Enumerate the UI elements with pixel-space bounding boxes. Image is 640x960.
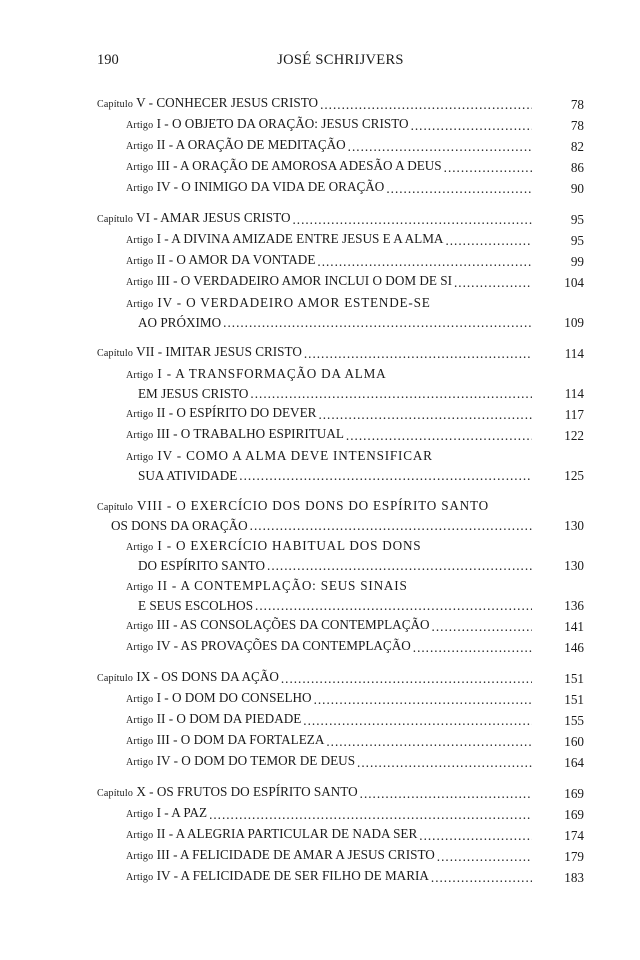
- toc-entry-text: [97, 92, 318, 115]
- toc-entry-title-continued: EM JESUS CRISTO: [138, 386, 249, 401]
- toc-entry-title: IV - AS PROVAÇÕES DA CONTEMPLAÇÃO: [153, 638, 411, 653]
- toc-entry-title: I - A PAZ: [153, 805, 208, 820]
- toc-page-number: 169: [564, 786, 584, 801]
- toc-entry-text: [97, 341, 302, 364]
- toc-page-number: 130: [564, 518, 584, 533]
- toc-entry-text: [126, 155, 442, 178]
- toc-entry-label: [126, 844, 534, 867]
- toc-entry-prefix: Artigo: [126, 809, 154, 820]
- toc-entry-label: [126, 423, 534, 446]
- dot-leader: [267, 555, 532, 576]
- toc-entry-title: III - O VERDADEIRO AMOR INCLUI O DOM DE SI: [153, 273, 452, 288]
- toc-entry-label: [126, 176, 534, 199]
- toc-chapter: [97, 209, 584, 333]
- toc-entry-label: [97, 341, 534, 364]
- toc-entry-title: IV - O VERDADEIRO AMOR ESTENDE-SE: [153, 295, 431, 310]
- toc-entry-title: III - A FELICIDADE DE AMAR A JESUS CRISTO: [153, 847, 435, 862]
- toc-entry-line: [126, 364, 584, 383]
- toc-entry-text: [126, 865, 429, 888]
- toc-entry-prefix: Capítulo: [97, 99, 134, 110]
- dot-leader: [444, 157, 532, 178]
- toc-entry-prefix: Artigo: [126, 736, 154, 747]
- toc-entry-title: II - A CONTEMPLAÇÃO: SEUS SINAIS: [153, 578, 408, 593]
- toc-entry-row: [126, 465, 584, 486]
- toc-page-number: 130: [564, 558, 584, 573]
- toc-entry-title: I - O EXERCÍCIO HABITUAL DOS DONS: [153, 538, 422, 553]
- toc-article: [97, 251, 584, 272]
- toc-entry-title: IV - A FELICIDADE DE SER FILHO DE MARIA: [153, 868, 429, 883]
- toc-entry-label: [126, 249, 534, 272]
- toc-entry-row: [126, 312, 584, 333]
- dot-leader: [348, 136, 532, 157]
- toc-chapter: [97, 783, 584, 888]
- toc-entry-prefix: Artigo: [126, 120, 154, 131]
- toc-entry-prefix: Artigo: [126, 183, 154, 194]
- dot-leader: [431, 867, 532, 888]
- toc-page-number: 174: [564, 828, 584, 843]
- dot-leader: [357, 752, 532, 773]
- toc-chapter-heading: [97, 209, 584, 230]
- toc-entry-row: [126, 383, 584, 404]
- toc-entry-title: II - O DOM DA PIEDADE: [153, 711, 302, 726]
- toc-entry-label: [126, 402, 534, 425]
- toc-entry-label: [138, 555, 534, 576]
- toc-entry-prefix: Artigo: [126, 715, 154, 726]
- toc-entry-text: [126, 176, 384, 199]
- toc-entry-title: X - OS FRUTOS DO ESPÍRITO SANTO: [133, 784, 358, 799]
- dot-leader: [346, 425, 532, 446]
- dot-leader: [411, 115, 532, 136]
- dot-leader: [292, 209, 532, 230]
- dot-leader: [250, 383, 532, 404]
- dot-leader: [320, 94, 532, 115]
- dot-leader: [318, 404, 532, 425]
- dot-leader: [281, 668, 532, 689]
- toc-page-number: 114: [564, 346, 584, 361]
- toc-article: [97, 115, 584, 136]
- toc-entry-label: [126, 134, 534, 157]
- dot-leader: [304, 343, 532, 364]
- dot-leader: [317, 251, 532, 272]
- toc-entry-text: [126, 134, 346, 157]
- toc-entry-label: [97, 92, 534, 115]
- toc-article: [97, 446, 584, 486]
- toc-page-number: 114: [564, 386, 584, 401]
- toc-entry-prefix: Artigo: [126, 452, 154, 463]
- toc-entry-label: [126, 228, 534, 251]
- toc-entry-label: [138, 383, 534, 404]
- toc-entry-title: III - AS CONSOLAÇÕES DA CONTEMPLAÇÃO: [153, 617, 430, 632]
- page-header: [97, 52, 584, 72]
- toc-entry-text: [97, 666, 279, 689]
- toc-article: [97, 536, 584, 576]
- dot-leader: [209, 804, 532, 825]
- toc-entry-prefix: Capítulo: [97, 348, 134, 359]
- toc-entry-title: VIII - O EXERCÍCIO DOS DONS DO ESPÍRITO SANTO: [133, 498, 489, 513]
- toc-page-number: 160: [564, 734, 584, 749]
- toc-entry-line: [126, 293, 584, 312]
- dot-leader: [445, 230, 532, 251]
- dot-leader: [454, 272, 532, 293]
- toc-entry-title: VII - IMITAR JESUS CRISTO: [133, 344, 302, 359]
- toc-article: [97, 404, 584, 425]
- dot-leader: [437, 846, 532, 867]
- toc-entry-label: [138, 595, 534, 616]
- toc-entry-prefix: Artigo: [126, 542, 154, 553]
- toc-entry-label: [97, 207, 534, 230]
- toc-page-number: 151: [564, 692, 584, 707]
- dot-leader: [326, 731, 532, 752]
- toc-entry-title: V - CONHECER JESUS CRISTO: [133, 95, 319, 110]
- toc-entry-text: [126, 423, 344, 446]
- toc-entry-row: [126, 595, 584, 616]
- toc-article: [97, 867, 584, 888]
- toc-article: [97, 846, 584, 867]
- toc-entry-title: III - A ORAÇÃO DE AMOROSA ADESÃO A DEUS: [153, 158, 442, 173]
- toc-article: [97, 576, 584, 616]
- toc-entry-prefix: Artigo: [126, 642, 154, 653]
- toc-page-number: 122: [564, 428, 584, 443]
- toc-entry-prefix: Artigo: [126, 694, 154, 705]
- toc-article: [97, 425, 584, 446]
- table-of-contents: [97, 94, 584, 898]
- toc-entry-label: [126, 802, 534, 825]
- toc-entry-text: [126, 614, 430, 637]
- toc-page-number: 90: [570, 181, 584, 196]
- toc-entry-label: [97, 666, 534, 689]
- toc-entry-label: [126, 750, 534, 773]
- toc-page-number: 99: [570, 254, 584, 269]
- toc-article: [97, 637, 584, 658]
- toc-page-number: 164: [564, 755, 584, 770]
- toc-article: [97, 136, 584, 157]
- toc-entry-text: [126, 113, 409, 136]
- dot-leader: [386, 178, 532, 199]
- toc-entry-label: [138, 465, 534, 486]
- toc-page-number: 78: [570, 118, 584, 133]
- toc-entry-text: [126, 729, 324, 752]
- toc-article: [97, 272, 584, 293]
- toc-entry-text: [126, 402, 316, 425]
- toc-entry-title: I - A DIVINA AMIZADE ENTRE JESUS E A ALMA: [153, 231, 444, 246]
- toc-entry-text: [126, 844, 435, 867]
- toc-entry-prefix: Capítulo: [97, 673, 134, 684]
- dot-leader: [413, 637, 532, 658]
- toc-entry-title: IV - COMO A ALMA DEVE INTENSIFICAR: [153, 448, 433, 463]
- dot-leader: [223, 312, 532, 333]
- toc-article: [97, 731, 584, 752]
- toc-entry-prefix: Artigo: [126, 141, 154, 152]
- toc-entry-title: III - O TRABALHO ESPIRITUAL: [153, 426, 344, 441]
- toc-entry-label: [126, 729, 534, 752]
- toc-page-number: 86: [570, 160, 584, 175]
- toc-page-number: 183: [564, 870, 584, 885]
- toc-entry-title: II - A ORAÇÃO DE MEDITAÇÃO: [153, 137, 346, 152]
- running-head: JOSÉ SCHRIJVERS: [277, 52, 404, 68]
- toc-entry-title: IX - OS DONS DA AÇÃO: [133, 669, 279, 684]
- toc-page-number: 179: [564, 849, 584, 864]
- toc-article: [97, 157, 584, 178]
- toc-entry-label: [126, 708, 534, 731]
- toc-entry-title: I - A TRANSFORMAÇÃO DA ALMA: [153, 366, 387, 381]
- toc-page-number: 95: [570, 212, 584, 227]
- toc-chapter-heading: [97, 94, 584, 115]
- toc-entry-line: [126, 446, 584, 465]
- toc-entry-label: [126, 823, 534, 846]
- toc-entry-prefix: Capítulo: [97, 788, 134, 799]
- toc-entry-text: [126, 750, 355, 773]
- toc-entry-label: [126, 270, 534, 293]
- toc-entry-prefix: Artigo: [126, 409, 154, 420]
- toc-entry-text: [126, 687, 312, 710]
- toc-page-number: 78: [570, 97, 584, 112]
- toc-entry-text: [126, 270, 452, 293]
- toc-entry-title-continued: SUA ATIVIDADE: [138, 468, 238, 483]
- toc-article: [97, 689, 584, 710]
- toc-entry-prefix: Capítulo: [97, 214, 134, 225]
- toc-entry-title-continued: OS DONS DA ORAÇÃO: [111, 518, 248, 533]
- toc-article: [97, 710, 584, 731]
- toc-entry-prefix: Artigo: [126, 277, 154, 288]
- toc-page-number: 169: [564, 807, 584, 822]
- toc-entry-title: II - O AMOR DA VONTADE: [153, 252, 316, 267]
- toc-page-number: 95: [570, 233, 584, 248]
- toc-entry-title: I - O OBJETO DA ORAÇÃO: JESUS CRISTO: [153, 116, 409, 131]
- dot-leader: [255, 595, 532, 616]
- dot-leader: [303, 710, 532, 731]
- toc-page-number: 141: [564, 619, 584, 634]
- toc-entry-label: [126, 614, 534, 637]
- toc-entry-title: II - O ESPÍRITO DO DEVER: [153, 405, 317, 420]
- toc-entry-text: [126, 708, 301, 731]
- toc-entry-prefix: Artigo: [126, 299, 154, 310]
- toc-article: [97, 804, 584, 825]
- toc-entry-line: [126, 536, 584, 555]
- toc-article: [97, 230, 584, 251]
- toc-entry-prefix: Artigo: [126, 851, 154, 862]
- toc-entry-line: [126, 576, 584, 595]
- toc-entry-prefix: Artigo: [126, 162, 154, 173]
- toc-entry-title-continued: E SEUS ESCOLHOS: [138, 598, 254, 613]
- toc-article: [97, 752, 584, 773]
- toc-article: [97, 293, 584, 333]
- toc-entry-label: [111, 515, 534, 536]
- dot-leader: [432, 616, 532, 637]
- dot-leader: [239, 465, 532, 486]
- toc-entry-title: III - O DOM DA FORTALEZA: [153, 732, 325, 747]
- dot-leader: [360, 783, 532, 804]
- toc-entry-prefix: Artigo: [126, 757, 154, 768]
- toc-entry-label: [126, 687, 534, 710]
- dot-leader: [250, 515, 532, 536]
- toc-entry-line: [97, 496, 584, 515]
- toc-entry-title: VI - AMAR JESUS CRISTO: [133, 210, 291, 225]
- toc-entry-label: [126, 865, 534, 888]
- toc-entry-prefix: Artigo: [126, 830, 154, 841]
- toc-entry-prefix: Artigo: [126, 370, 154, 381]
- toc-entry-label: [126, 155, 534, 178]
- dot-leader: [314, 689, 532, 710]
- toc-page-number: 109: [564, 315, 584, 330]
- toc-entry-title: II - A ALEGRIA PARTICULAR DE NADA SER: [153, 826, 418, 841]
- toc-page-number: 117: [564, 407, 584, 422]
- toc-page-number: 104: [564, 275, 584, 290]
- toc-chapter-heading: [97, 496, 584, 536]
- toc-entry-label: [126, 635, 534, 658]
- toc-article: [97, 364, 584, 404]
- toc-entry-text: [126, 802, 207, 825]
- toc-page-number: 136: [564, 598, 584, 613]
- toc-entry-prefix: Artigo: [126, 430, 154, 441]
- toc-entry-row: [97, 515, 584, 536]
- page-number: 190: [97, 52, 119, 68]
- toc-entry-title-continued: AO PRÓXIMO: [138, 315, 222, 330]
- toc-entry-text: [97, 781, 358, 804]
- toc-entry-prefix: Artigo: [126, 235, 154, 246]
- toc-entry-prefix: Artigo: [126, 872, 154, 883]
- toc-entry-label: [126, 113, 534, 136]
- toc-article: [97, 178, 584, 199]
- toc-article: [97, 616, 584, 637]
- toc-page-number: 155: [564, 713, 584, 728]
- toc-chapter-heading: [97, 668, 584, 689]
- toc-entry-text: [126, 635, 411, 658]
- toc-entry-prefix: Artigo: [126, 621, 154, 632]
- toc-chapter-heading: [97, 783, 584, 804]
- toc-page-number: 146: [564, 640, 584, 655]
- toc-entry-title: IV - O DOM DO TEMOR DE DEUS: [153, 753, 356, 768]
- toc-page-number: 151: [564, 671, 584, 686]
- toc-entry-title-continued: DO ESPÍRITO SANTO: [138, 558, 266, 573]
- toc-article: [97, 825, 584, 846]
- toc-page-number: 125: [564, 468, 584, 483]
- toc-entry-label: [138, 312, 534, 333]
- toc-entry-prefix: Artigo: [126, 582, 154, 593]
- toc-entry-label: [97, 781, 534, 804]
- toc-entry-title: I - O DOM DO CONSELHO: [153, 690, 312, 705]
- toc-chapter: [97, 668, 584, 773]
- toc-entry-title: IV - O INIMIGO DA VIDA DE ORAÇÃO: [153, 179, 385, 194]
- toc-entry-text: [126, 228, 443, 251]
- toc-chapter-heading: [97, 343, 584, 364]
- toc-entry-text: [126, 823, 417, 846]
- toc-chapter: [97, 496, 584, 658]
- toc-chapter: [97, 343, 584, 486]
- toc-chapter: [97, 94, 584, 199]
- toc-entry-text: [97, 207, 290, 230]
- toc-entry-prefix: Capítulo: [97, 502, 134, 513]
- toc-entry-text: [126, 249, 315, 272]
- dot-leader: [419, 825, 532, 846]
- toc-entry-prefix: Artigo: [126, 256, 154, 267]
- toc-page-number: 82: [570, 139, 584, 154]
- toc-entry-row: [126, 555, 584, 576]
